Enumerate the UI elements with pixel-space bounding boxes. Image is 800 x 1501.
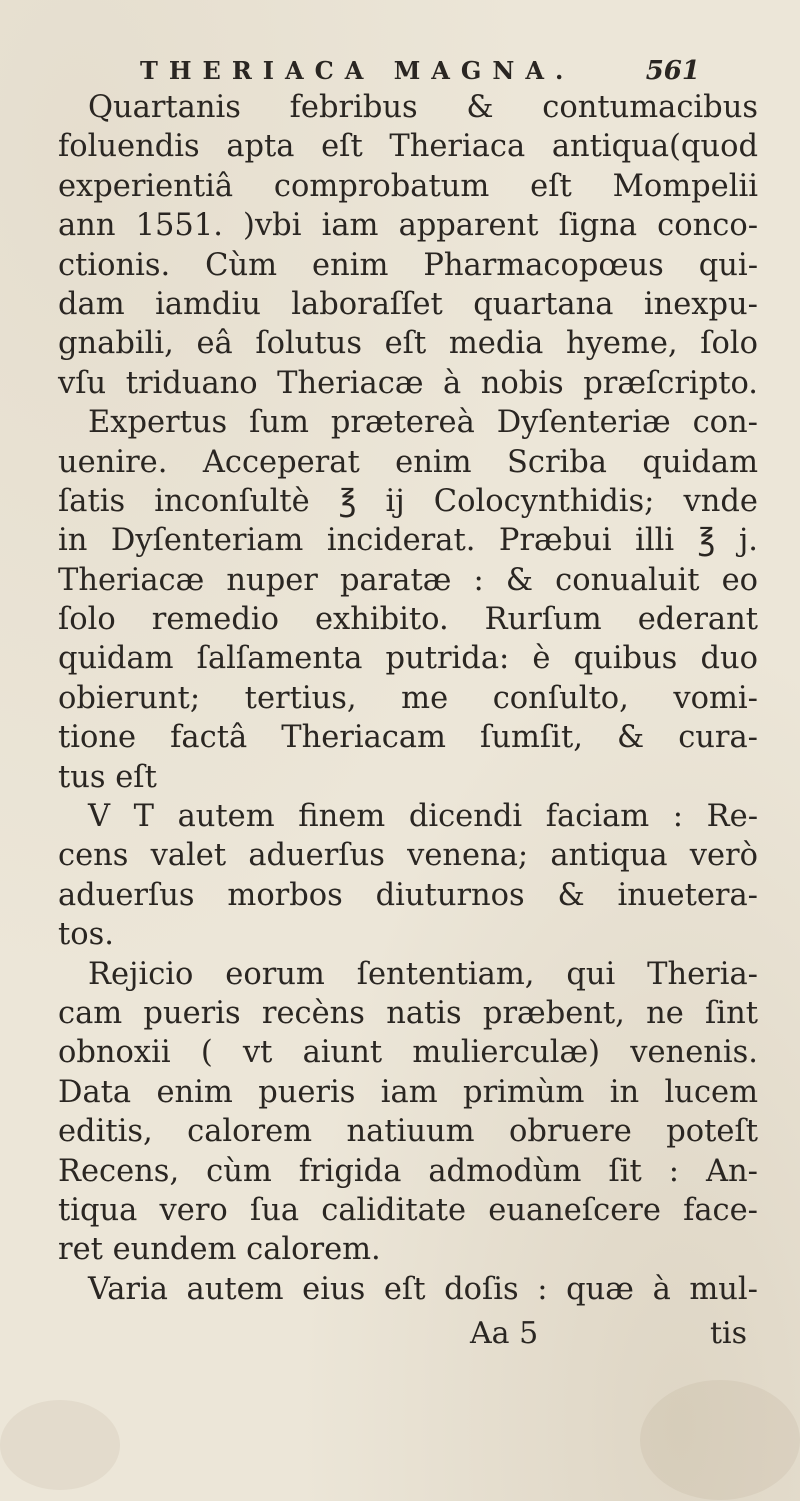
text-line: tos. bbox=[58, 917, 114, 953]
text-line: aduerſus morbos diuturnos & inuetera- bbox=[58, 877, 758, 913]
text-line: Theriacæ nuper paratæ : & conualuit eo bbox=[58, 562, 758, 598]
text-line: Varia autem eius eſt doſis : quæ à mul- bbox=[88, 1271, 758, 1307]
text-line: quidam ſalſamenta putrida: è quibus duo bbox=[58, 641, 758, 677]
text-line: editis, calorem natiuum obruere poteſt bbox=[58, 1114, 758, 1150]
text-line: obnoxii ( vt aiunt mulierculæ) venenis. bbox=[58, 1035, 758, 1071]
text-line: dam iamdiu laboraſſet quartana inexpu- bbox=[58, 286, 758, 322]
text-line: ſolo remedio exhibito. Rurſum ederant bbox=[58, 602, 758, 638]
running-head bbox=[140, 56, 700, 86]
signature-mark: Aa 5 bbox=[470, 1316, 539, 1351]
paper-stain bbox=[0, 1400, 120, 1490]
text-line: ret eundem calorem. bbox=[58, 1232, 381, 1268]
text-line: cens valet aduerſus venena; antiqua verò bbox=[58, 838, 758, 874]
text-line: Recens, cùm frigida admodùm ſit : An- bbox=[58, 1153, 758, 1189]
text-line: tus eſt bbox=[58, 759, 157, 795]
text-line: cam pueris recèns natis præbent, ne ſint bbox=[58, 995, 758, 1031]
text-line: obierunt; tertius, me conſulto, vomi- bbox=[58, 680, 758, 716]
text-line: ann 1551. )vbi iam apparent ſigna conco- bbox=[58, 208, 758, 244]
text-line: vſu triduano Theriacæ à nobis præſcripto. bbox=[58, 365, 758, 401]
text-line: tiqua vero ſua caliditate euaneſcere face- bbox=[58, 1192, 758, 1228]
page-number: 561 bbox=[645, 56, 700, 86]
text-line: experientiâ comprobatum eſt Mompelii bbox=[58, 168, 758, 204]
text-line: gnabili, eâ ſolutus eſt media hyeme, ſolo bbox=[58, 326, 758, 362]
catchword: tis bbox=[710, 1316, 748, 1351]
text-line: in Dyſenteriam inciderat. Præbui illi ℥ j. bbox=[58, 523, 758, 559]
text-line: Quartanis febribus & contumacibus bbox=[88, 90, 758, 125]
running-title: THERIACA MAGNA. bbox=[140, 56, 575, 85]
body-text bbox=[58, 88, 758, 1309]
paper-stain bbox=[640, 1380, 800, 1500]
text-line: Rejicio eorum ſententiam, qui Theria- bbox=[88, 956, 758, 992]
text-line: Expertus ſum prætereà Dyſenteriæ con- bbox=[88, 405, 758, 441]
text-line: V T autem finem dicendi faciam : Re- bbox=[88, 799, 758, 835]
text-line: ſatis inconſultè ℥ ij Colocynthidis; vnde bbox=[58, 483, 758, 519]
text-line: tione factâ Theriacam ſumſit, & cura- bbox=[58, 720, 758, 756]
text-line: Data enim pueris iam primùm in lucem bbox=[58, 1074, 758, 1110]
text-line: ctionis. Cùm enim Pharmacopœus qui- bbox=[58, 247, 758, 283]
text-line: uenire. Acceperat enim Scriba quidam bbox=[58, 444, 758, 480]
text-line: foluendis apta eſt Theriaca antiqua(quod bbox=[58, 129, 758, 165]
